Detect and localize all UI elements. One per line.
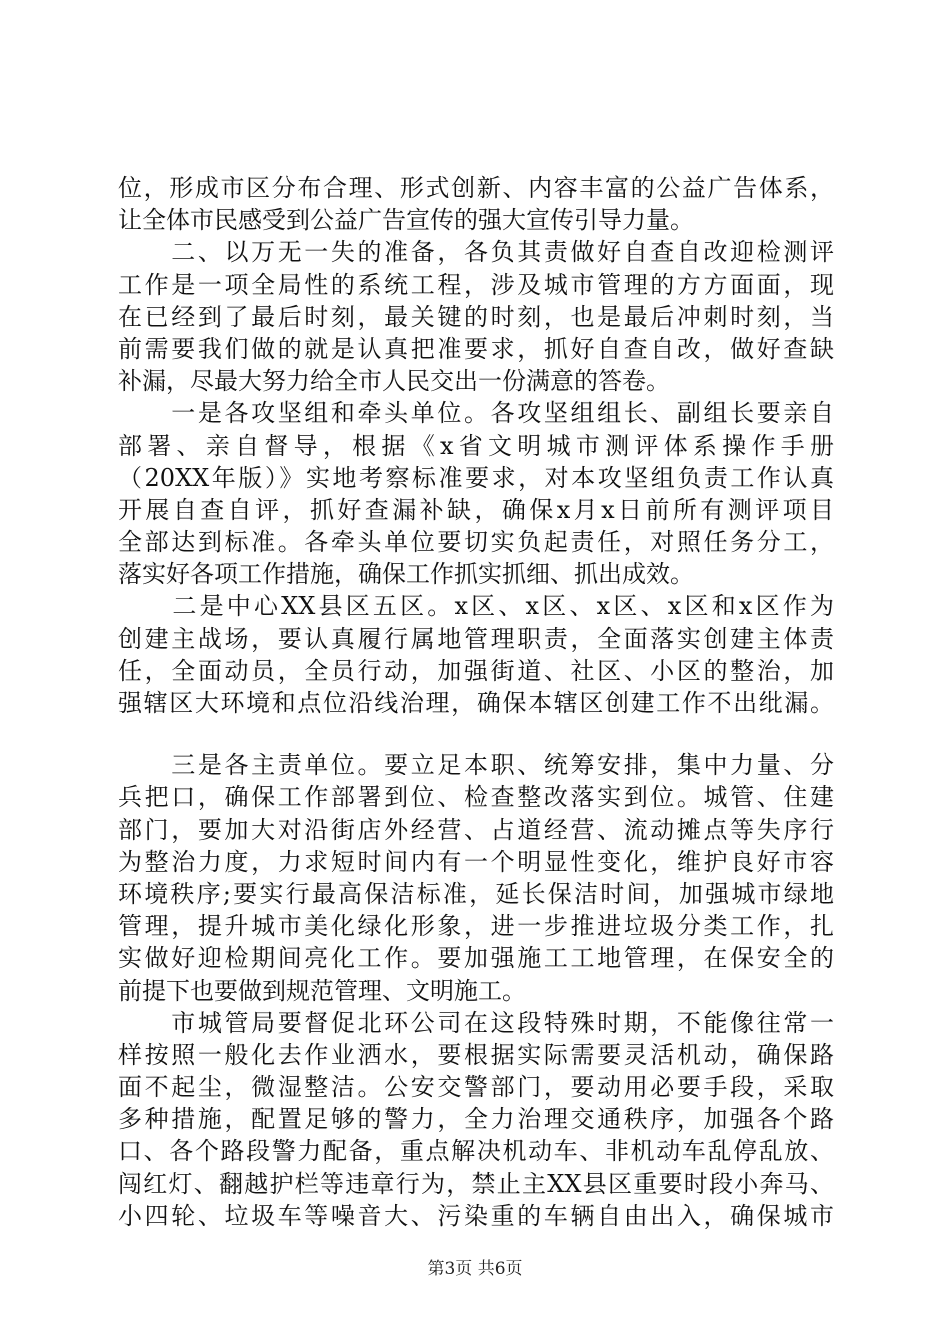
text-line: 让全体市民感受到公益广告宣传的强大宣传引导力量。 [118,206,694,235]
text-line: 面不起尘，微湿整洁。公安交警部门，要动用必要手段，采取 [118,1073,834,1102]
text-line: 小四轮、垃圾车等噪音大、污染重的车辆自由出入，确保城市 [118,1201,834,1230]
text-line: 前需要我们做的就是认真把准要求，抓好自查自改，做好查缺 [118,334,834,363]
text-line: 兵把口，确保工作部署到位、检查整改落实到位。城管、住建 [118,783,834,812]
text-line: 落实好各项工作措施，确保工作抓实抓细、抓出成效。 [118,560,694,589]
text-line: 环境秩序;要实行最高保洁标准，延长保洁时间，加强城市绿地 [118,879,834,908]
text-line: 前提下也要做到规范管理、文明施工。 [118,976,526,1005]
text-line: 为整治力度，力求短时间内有一个明显性变化，维护良好市容 [118,847,834,876]
text-line: 样按照一般化去作业洒水，要根据实际需要灵活机动，确保路 [118,1040,834,1069]
text-line: 全部达到标准。各牵头单位要切实负起责任，对照任务分工， [118,528,834,557]
text-line: 二、以万无一失的准备，各负其责做好自查自改迎检测评 [118,238,834,267]
text-line: 实做好迎检期间亮化工作。要加强施工工地管理，在保安全的 [118,944,834,973]
text-line: 强辖区大环境和点位沿线治理，确保本辖区创建工作不出纰漏。 [118,689,834,717]
text-line: 部署、亲自督导，根据《x省文明城市测评体系操作手册 [118,431,834,460]
text-line: 工作是一项全局性的系统工程，涉及城市管理的方方面面，现 [118,270,834,299]
text-line: 位，形成市区分布合理、形式创新、内容丰富的公益广告体系， [118,174,834,202]
blank-line [118,719,834,749]
text-line: 多种措施，配置足够的警力，全力治理交通秩序，加强各个路 [118,1105,834,1134]
text-line: 创建主战场，要认真履行属地管理职责，全面落实创建主体责 [118,624,834,653]
text-line: 一是各攻坚组和牵头单位。各攻坚组组长、副组长要亲自 [118,399,834,428]
document-body [118,172,834,1232]
page-number-footer: 第3页 共6页 [427,1259,523,1279]
text-line: 闯红灯、翻越护栏等违章行为，禁止主XX县区重要时段小奔马、 [118,1169,834,1198]
text-line: 三是各主责单位。要立足本职、统筹安排，集中力量、分 [118,751,834,780]
text-line: 开展自查自评，抓好查漏补缺，确保x月x日前所有测评项目 [118,495,834,524]
text-line: （20XX年版）》实地考察标准要求，对本攻坚组负责工作认真 [118,463,834,492]
text-line: 补漏，尽最大努力给全市人民交出一份满意的答卷。 [118,367,670,396]
text-line: 在已经到了最后时刻，最关键的时刻，也是最后冲刺时刻，当 [118,302,834,331]
text-line: 管理，提升城市美化绿化形象，进一步推进垃圾分类工作，扎 [118,912,834,941]
text-line: 任，全面动员，全员行动，加强街道、社区、小区的整治，加 [118,656,834,685]
text-line: 口、各个路段警力配备，重点解决机动车、非机动车乱停乱放、 [118,1137,834,1166]
text-line: 二是中心XX县区五区。x区、x区、x区、x区和x区作为 [118,592,834,621]
text-line: 市城管局要督促北环公司在这段特殊时期，不能像往常一 [118,1008,834,1037]
text-line: 部门，要加大对沿街店外经营、占道经营、流动摊点等失序行 [118,815,834,844]
